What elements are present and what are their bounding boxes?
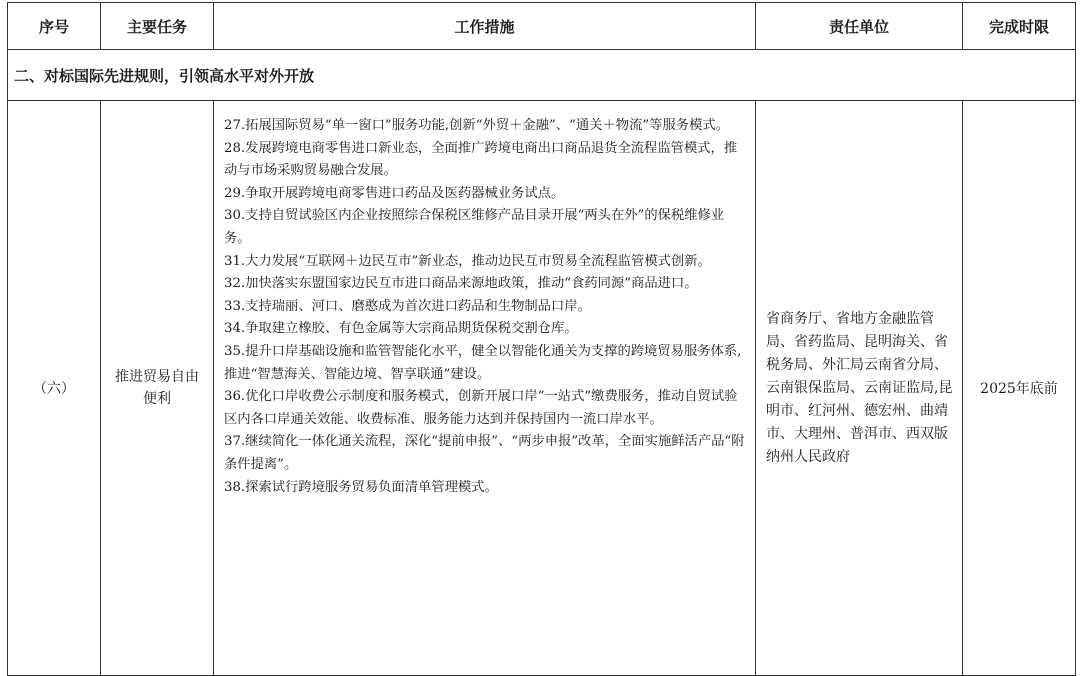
measure-item: 33.支持瑞丽、河口、磨憨成为首次进口药品和生物制品口岸。 bbox=[224, 298, 591, 314]
header-deadline: 完成时限 bbox=[963, 3, 1076, 50]
measure-item: 29.争取开展跨境电商零售进口药品及医药器械业务试点。 bbox=[224, 185, 565, 201]
row-measures bbox=[214, 101, 756, 676]
header-unit: 责任单位 bbox=[756, 3, 963, 50]
row-responsible-unit: 省商务厅、省地方金融监管局、省药监局、昆明海关、省税务局、外汇局云南省分局、云南银保监局、云南证监局,昆明市、红河州、德宏州、曲靖市、大理州、普洱市、西双版纳州人民政府 bbox=[756, 101, 963, 676]
section-row bbox=[8, 50, 1076, 101]
measure-item: 27.拓展国际贸易“单一窗口”服务功能,创新“外贸＋金融”、“通关＋物流”等服务模式。 bbox=[224, 118, 729, 133]
measure-item: 31.大力发展“互联网＋边民互市”新业态，推动边民互市贸易全流程监管模式创新。 bbox=[224, 253, 711, 269]
measure-item: 34.争取建立橡胶、有色金属等大宗商品期货保税交割仓库。 bbox=[224, 321, 578, 337]
measure-item: 35.提升口岸基础设施和监管智能化水平，健全以智能化通关为支撑的跨境贸易服务体系,推进“智慧海关、智能边境、智享联通”建设。 bbox=[224, 343, 742, 382]
section-title: 二、对标国际先进规则，引领高水平对外开放 bbox=[8, 50, 1076, 101]
measure-item: 36.优化口岸收费公示制度和服务模式，创新开展口岸“一站式”缴费服务，推动自贸试验区内各口岸通关效能、收费标准、服务能力达到并保持国内一流口岸水平。 bbox=[224, 389, 738, 427]
header-task: 主要任务 bbox=[101, 3, 214, 50]
measure-item: 30.支持自贸试验区内企业按照综合保税区维修产品目录开展“两头在外”的保税维修业务。 bbox=[224, 208, 725, 246]
measure-item: 37.继续简化一体化通关流程，深化“提前申报”、“两步申报”改革，全面实施鲜活产品“附条件提离”。 bbox=[224, 434, 745, 472]
measure-item: 28.发展跨境电商零售进口新业态，全面推广跨境电商出口商品退货全流程监管模式，推动与市场采购贸易融合发展。 bbox=[224, 140, 738, 179]
header-measures: 工作措施 bbox=[214, 3, 756, 50]
row-task: 推进贸易自由便利 bbox=[101, 101, 214, 676]
measure-item: 38.探索试行跨境服务贸易负面清单管理模式。 bbox=[224, 479, 498, 495]
header-row bbox=[8, 3, 1076, 50]
row-number: （六） bbox=[8, 101, 101, 676]
row-deadline: 2025年底前 bbox=[963, 101, 1076, 676]
measure-item: 32.加快落实东盟国家边民互市进口商品来源地政策，推动“食药同源”商品进口。 bbox=[224, 276, 698, 292]
task-table bbox=[7, 2, 1076, 676]
header-no: 序号 bbox=[8, 3, 101, 50]
table-row bbox=[8, 101, 1076, 676]
